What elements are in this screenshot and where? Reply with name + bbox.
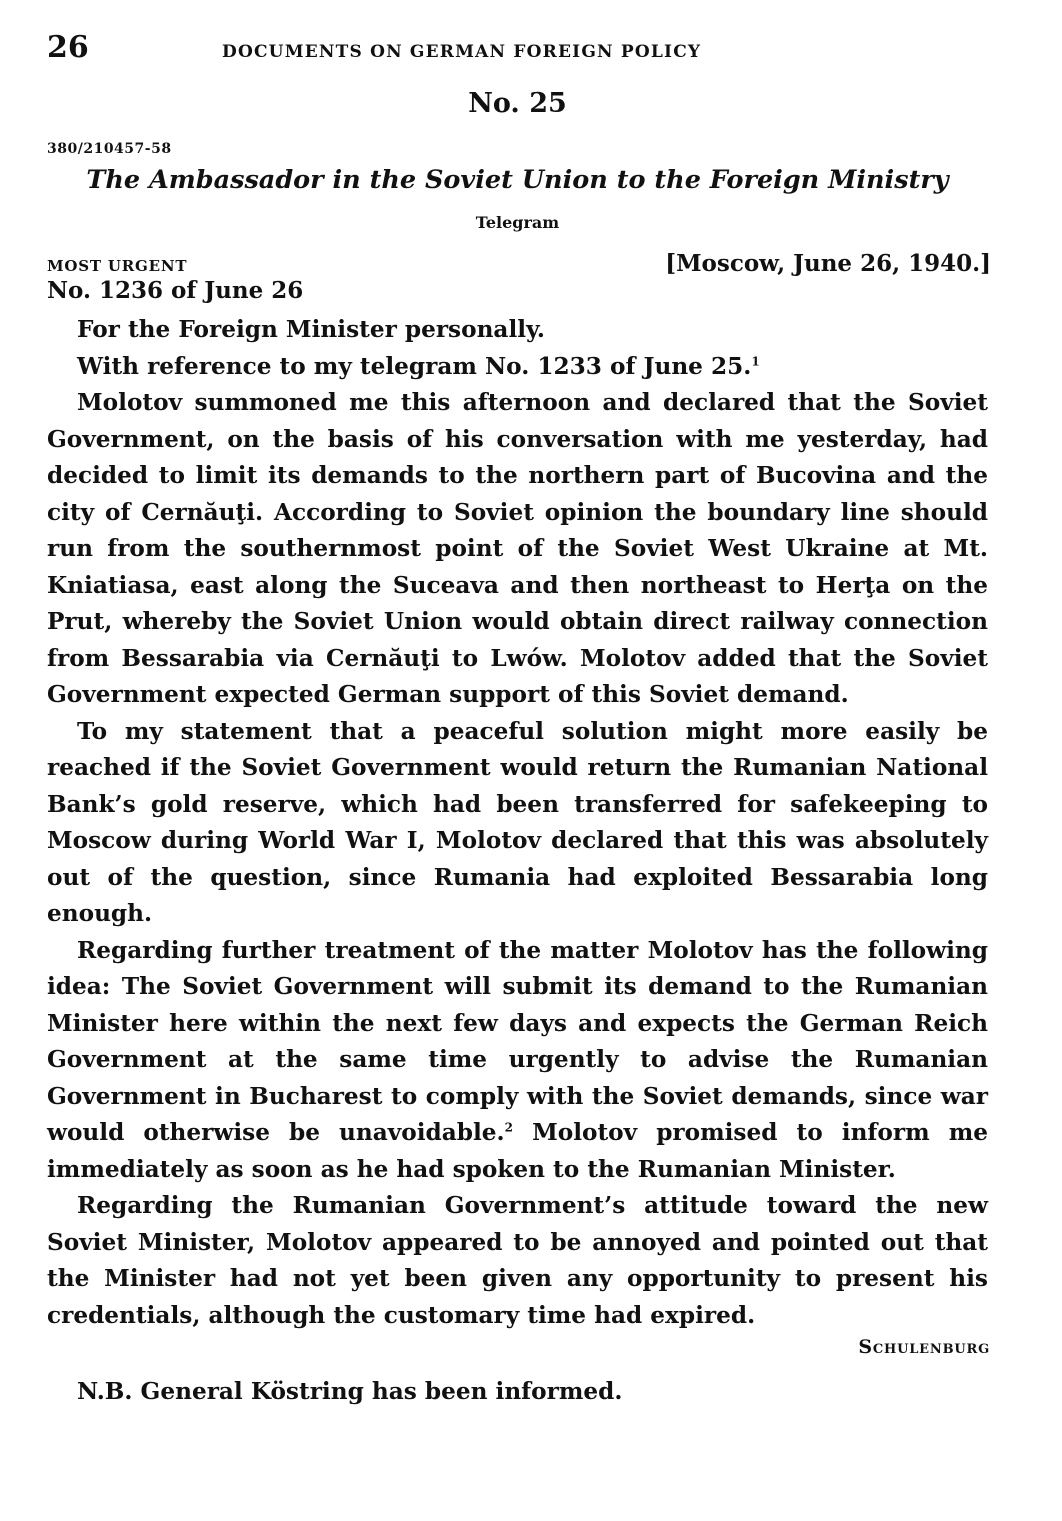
- nota-bene: N.B. General Köstring has been informed.: [77, 1378, 623, 1405]
- footnote-marker-1: 1: [751, 353, 760, 368]
- paragraph-6: Regarding the Rumanian Government’s attitude toward the new Soviet Minister, Molotov appeared to be annoyed and pointed out that the Minister had not yet been given any opportunity to present his credentials, although the customary time had expired.: [47, 1192, 988, 1329]
- document-type: Telegram: [475, 213, 560, 232]
- running-title: DOCUMENTS ON GERMAN FOREIGN POLICY: [222, 42, 702, 62]
- telegram-header: [47, 250, 991, 277]
- paragraph-3: Molotov summoned me this afternoon and declared that the Soviet Government, on the basis of his conversation with me yesterday, had decided to limit its demands to the northern part of Bucovina and the city of Cernăuţi. According to Soviet opinion the boundary line should run from the southernmost point of the Soviet West Ukraine at Mt. Kniatiasa, east along the Suceava and then northeast to Herţa on the Prut, whereby the Soviet Union would obtain direct railway connection from Bessarabia via Cernăuţi to Lwów. Molotov added that the Soviet Government expected German support of this Soviet demand.: [47, 389, 988, 708]
- document-number: No. 25: [468, 88, 567, 119]
- running-head: [47, 30, 988, 70]
- telegram-number: No. 1236 of June 26: [47, 277, 304, 304]
- document-title: The Ambassador in the Soviet Union to the Foreign Ministry: [86, 165, 949, 195]
- urgency-label: MOST URGENT: [47, 257, 188, 275]
- signature: Schulenburg: [858, 1336, 990, 1358]
- body-text: [47, 312, 988, 1334]
- paragraph-1: For the Foreign Minister personally.: [77, 316, 545, 343]
- footnote-marker-2: 2: [504, 1120, 513, 1135]
- paragraph-4: To my statement that a peaceful solution might more easily be reached if the Soviet Government would return the Rumanian National Bank’s gold reserve, which had been transferred for safekeeping to Moscow during World War I, Molotov declared that this was absolutely out of the question, since Rumania had exploited Bessarabia long enough.: [47, 717, 988, 927]
- place-date: [Moscow, June 26, 1940.]: [665, 250, 991, 277]
- file-number: 380/210457-58: [47, 141, 172, 157]
- paragraph-2-text: With reference to my telegram No. 1233 of June 25.: [77, 352, 752, 380]
- paragraph-5-text-a: Regarding further treatment of the matter Molotov has the following idea: The Soviet Government will submit its demand to the Rumanian Minister here within the next few days and expects the German Reich Government at the same time urgently to advise the Rumanian Government in Bucharest to comply with the Soviet demands, since war would otherwise be unavoidable.: [47, 936, 988, 1146]
- paragraph-5-text-b: Molotov promised to inform me immediately as soon as he had spoken to the Rumanian Minister.: [47, 1119, 988, 1183]
- paragraph-2: [47, 349, 988, 386]
- page-number: 26: [47, 30, 89, 65]
- paragraph-5: [47, 933, 988, 1189]
